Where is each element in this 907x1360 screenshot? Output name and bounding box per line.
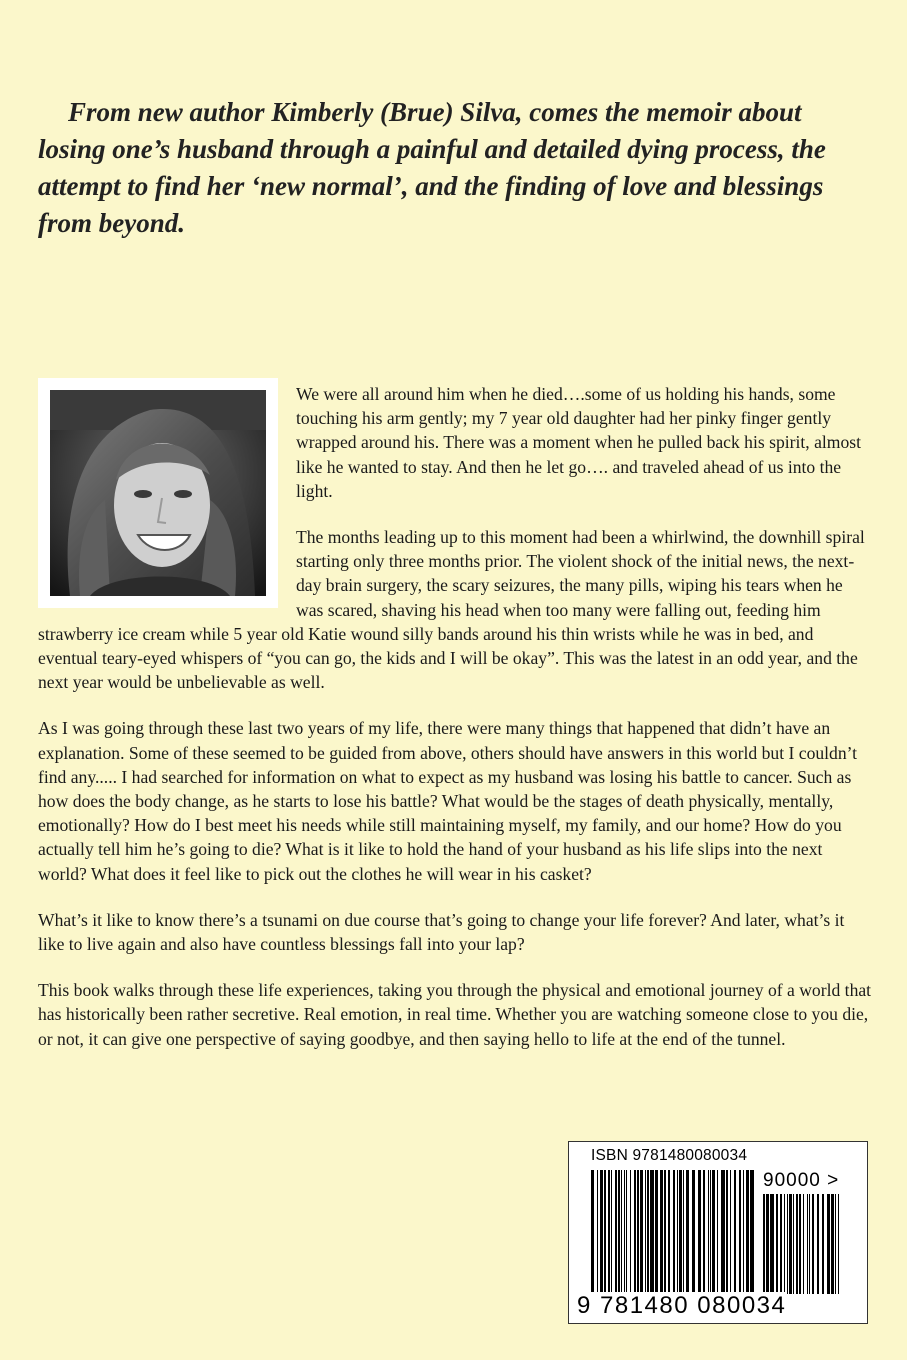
barcode-bar xyxy=(673,1170,675,1294)
barcode-bar xyxy=(809,1194,810,1294)
barcode-bar xyxy=(624,1170,625,1294)
barcode-bar xyxy=(686,1170,689,1294)
barcode-bar xyxy=(770,1194,774,1294)
barcode-bar xyxy=(634,1170,636,1294)
barcode-bar xyxy=(655,1170,658,1294)
barcode-bar xyxy=(640,1170,643,1294)
barcode-bar xyxy=(698,1170,701,1294)
portrait-illustration xyxy=(50,390,266,596)
barcode-bar xyxy=(776,1194,778,1294)
barcode-bar xyxy=(726,1170,728,1294)
barcode-bar xyxy=(739,1170,741,1294)
barcode-bar xyxy=(784,1194,785,1294)
author-photo xyxy=(50,390,266,596)
barcode-bar xyxy=(618,1170,620,1294)
intro-blurb: From new author Kimberly (Brue) Silva, comes the memoir about losing one’s husband through a painful and detailed dying process, the attempt to find her ‘new normal’, and the finding of love and blessings from beyond. xyxy=(38,97,826,238)
barcode-bar xyxy=(692,1170,695,1294)
paragraph-2: The months leading up to this moment had been a whirlwind, the downhill spiral starting only three months prior. The violent shock of the initial news, the next-day brain surgery, the scary seizures, the many pills, wiping his tears when he was scared, shaving his head when too many were falling out, feeding him strawberry ice cream while 5 year old Katie wound silly bands around his thin wrists while he was in bed, and eventual teary-eyed whispers of “you can go, the kids and I will be okay”. This was the latest in an odd year, and the next year would be unbelievable as well. xyxy=(38,527,865,693)
isbn-digits: 9 781480 080034 xyxy=(577,1292,787,1319)
barcode-bar xyxy=(838,1194,839,1294)
barcode-bar xyxy=(717,1170,718,1294)
barcode-bar xyxy=(831,1194,834,1294)
price-code: 90000 > xyxy=(763,1170,840,1191)
barcode-bar xyxy=(615,1170,617,1294)
barcode-bar xyxy=(746,1170,749,1294)
barcode-bar xyxy=(807,1194,808,1294)
barcode-bar xyxy=(645,1170,646,1294)
paragraph-4: What’s it like to know there’s a tsunami on due course that’s going to change your life forever? And later, what’s it like to live again and also have countless blessings fall into your lap? xyxy=(38,909,845,955)
barcode-bar xyxy=(621,1170,622,1294)
barcode-bar xyxy=(664,1170,666,1294)
barcode-bar xyxy=(766,1194,769,1294)
barcode-bar xyxy=(796,1194,798,1294)
barcode-bar xyxy=(626,1170,627,1294)
barcode-bar xyxy=(604,1170,606,1294)
barcode-bar xyxy=(611,1170,612,1294)
author-photo-frame xyxy=(38,378,278,608)
barcode-bar xyxy=(787,1194,788,1294)
paragraph-3: As I was going through these last two years of my life, there were many things that happened that didn’t have an explanation. Some of these seemed to be guided from above, others should have answers in this world but I couldn’t find any..... I had searched for information on what to expect as my husband was losing his battle to cancer. Such as how does the body change, as he starts to lose his battle? What would be the stages of death physically, mentally, emotionally? How do I best meet his needs while still maintaining myself, my family, and our home? How do you actually tell him he’s going to die? What is it like to hold the hand of your husband as his life slips into the next world? What does it feel like to pick out the clothes he will wear in his casket? xyxy=(38,718,858,884)
barcode-bar xyxy=(679,1170,682,1294)
barcode-bar xyxy=(637,1170,639,1294)
barcode-bar xyxy=(650,1170,654,1294)
barcode-bar xyxy=(750,1170,754,1294)
barcode-bar xyxy=(597,1170,598,1294)
barcode-bar xyxy=(803,1194,804,1294)
barcode-bar xyxy=(835,1194,836,1294)
barcode-bar xyxy=(799,1194,801,1294)
barcode-bar xyxy=(600,1170,603,1294)
barcode-bar xyxy=(743,1170,744,1294)
barcode-bar xyxy=(812,1194,814,1294)
barcode-bar xyxy=(822,1194,824,1294)
barcode-addon-bars xyxy=(763,1194,843,1294)
barcode-main-bars xyxy=(591,1170,757,1294)
back-cover-text xyxy=(38,382,874,1073)
barcode-bar xyxy=(591,1170,594,1294)
isbn-label: ISBN 9781480080034 xyxy=(591,1147,748,1164)
barcode-bar xyxy=(793,1194,794,1294)
barcode-bar xyxy=(789,1194,792,1294)
barcode-bar xyxy=(608,1170,610,1294)
barcode-bar xyxy=(677,1170,678,1294)
paragraph-5: This book walks through these life experiences, taking you through the physical and emotional journey of a world that has historically been rather secretive. Real emotion, in real time. Whether you are watching someone close to you die, or not, it can give one perspective of saying goodbye, and then saying hello to life at the end of the tunnel. xyxy=(38,980,872,1049)
paragraph-1: We were all around him when he died….some of us holding his hands, some touching his arm gently; my 7 year old daughter had her pinky finger gently wrapped around his. There was a moment when he pulled back his spirit, almost like he wanted to stay. And then he let go…. and traveled ahead of us into the light. xyxy=(296,384,861,501)
barcode-bar xyxy=(647,1170,649,1294)
barcode-bar xyxy=(683,1170,684,1294)
barcode-bar xyxy=(827,1194,830,1294)
barcode-bar xyxy=(780,1194,782,1294)
barcode-bar xyxy=(817,1194,819,1294)
barcode-bar xyxy=(703,1170,705,1294)
barcode-bar xyxy=(708,1170,709,1294)
barcode-bar xyxy=(763,1194,765,1294)
barcode-bar xyxy=(734,1170,736,1294)
barcode-bar xyxy=(730,1170,731,1294)
isbn-barcode-box xyxy=(568,1141,868,1324)
barcode-bar xyxy=(668,1170,670,1294)
barcode-bar xyxy=(712,1170,715,1294)
barcode-bar xyxy=(660,1170,663,1294)
barcode-bar xyxy=(630,1170,631,1294)
barcode-bar xyxy=(710,1170,711,1294)
barcode-bar xyxy=(721,1170,725,1294)
